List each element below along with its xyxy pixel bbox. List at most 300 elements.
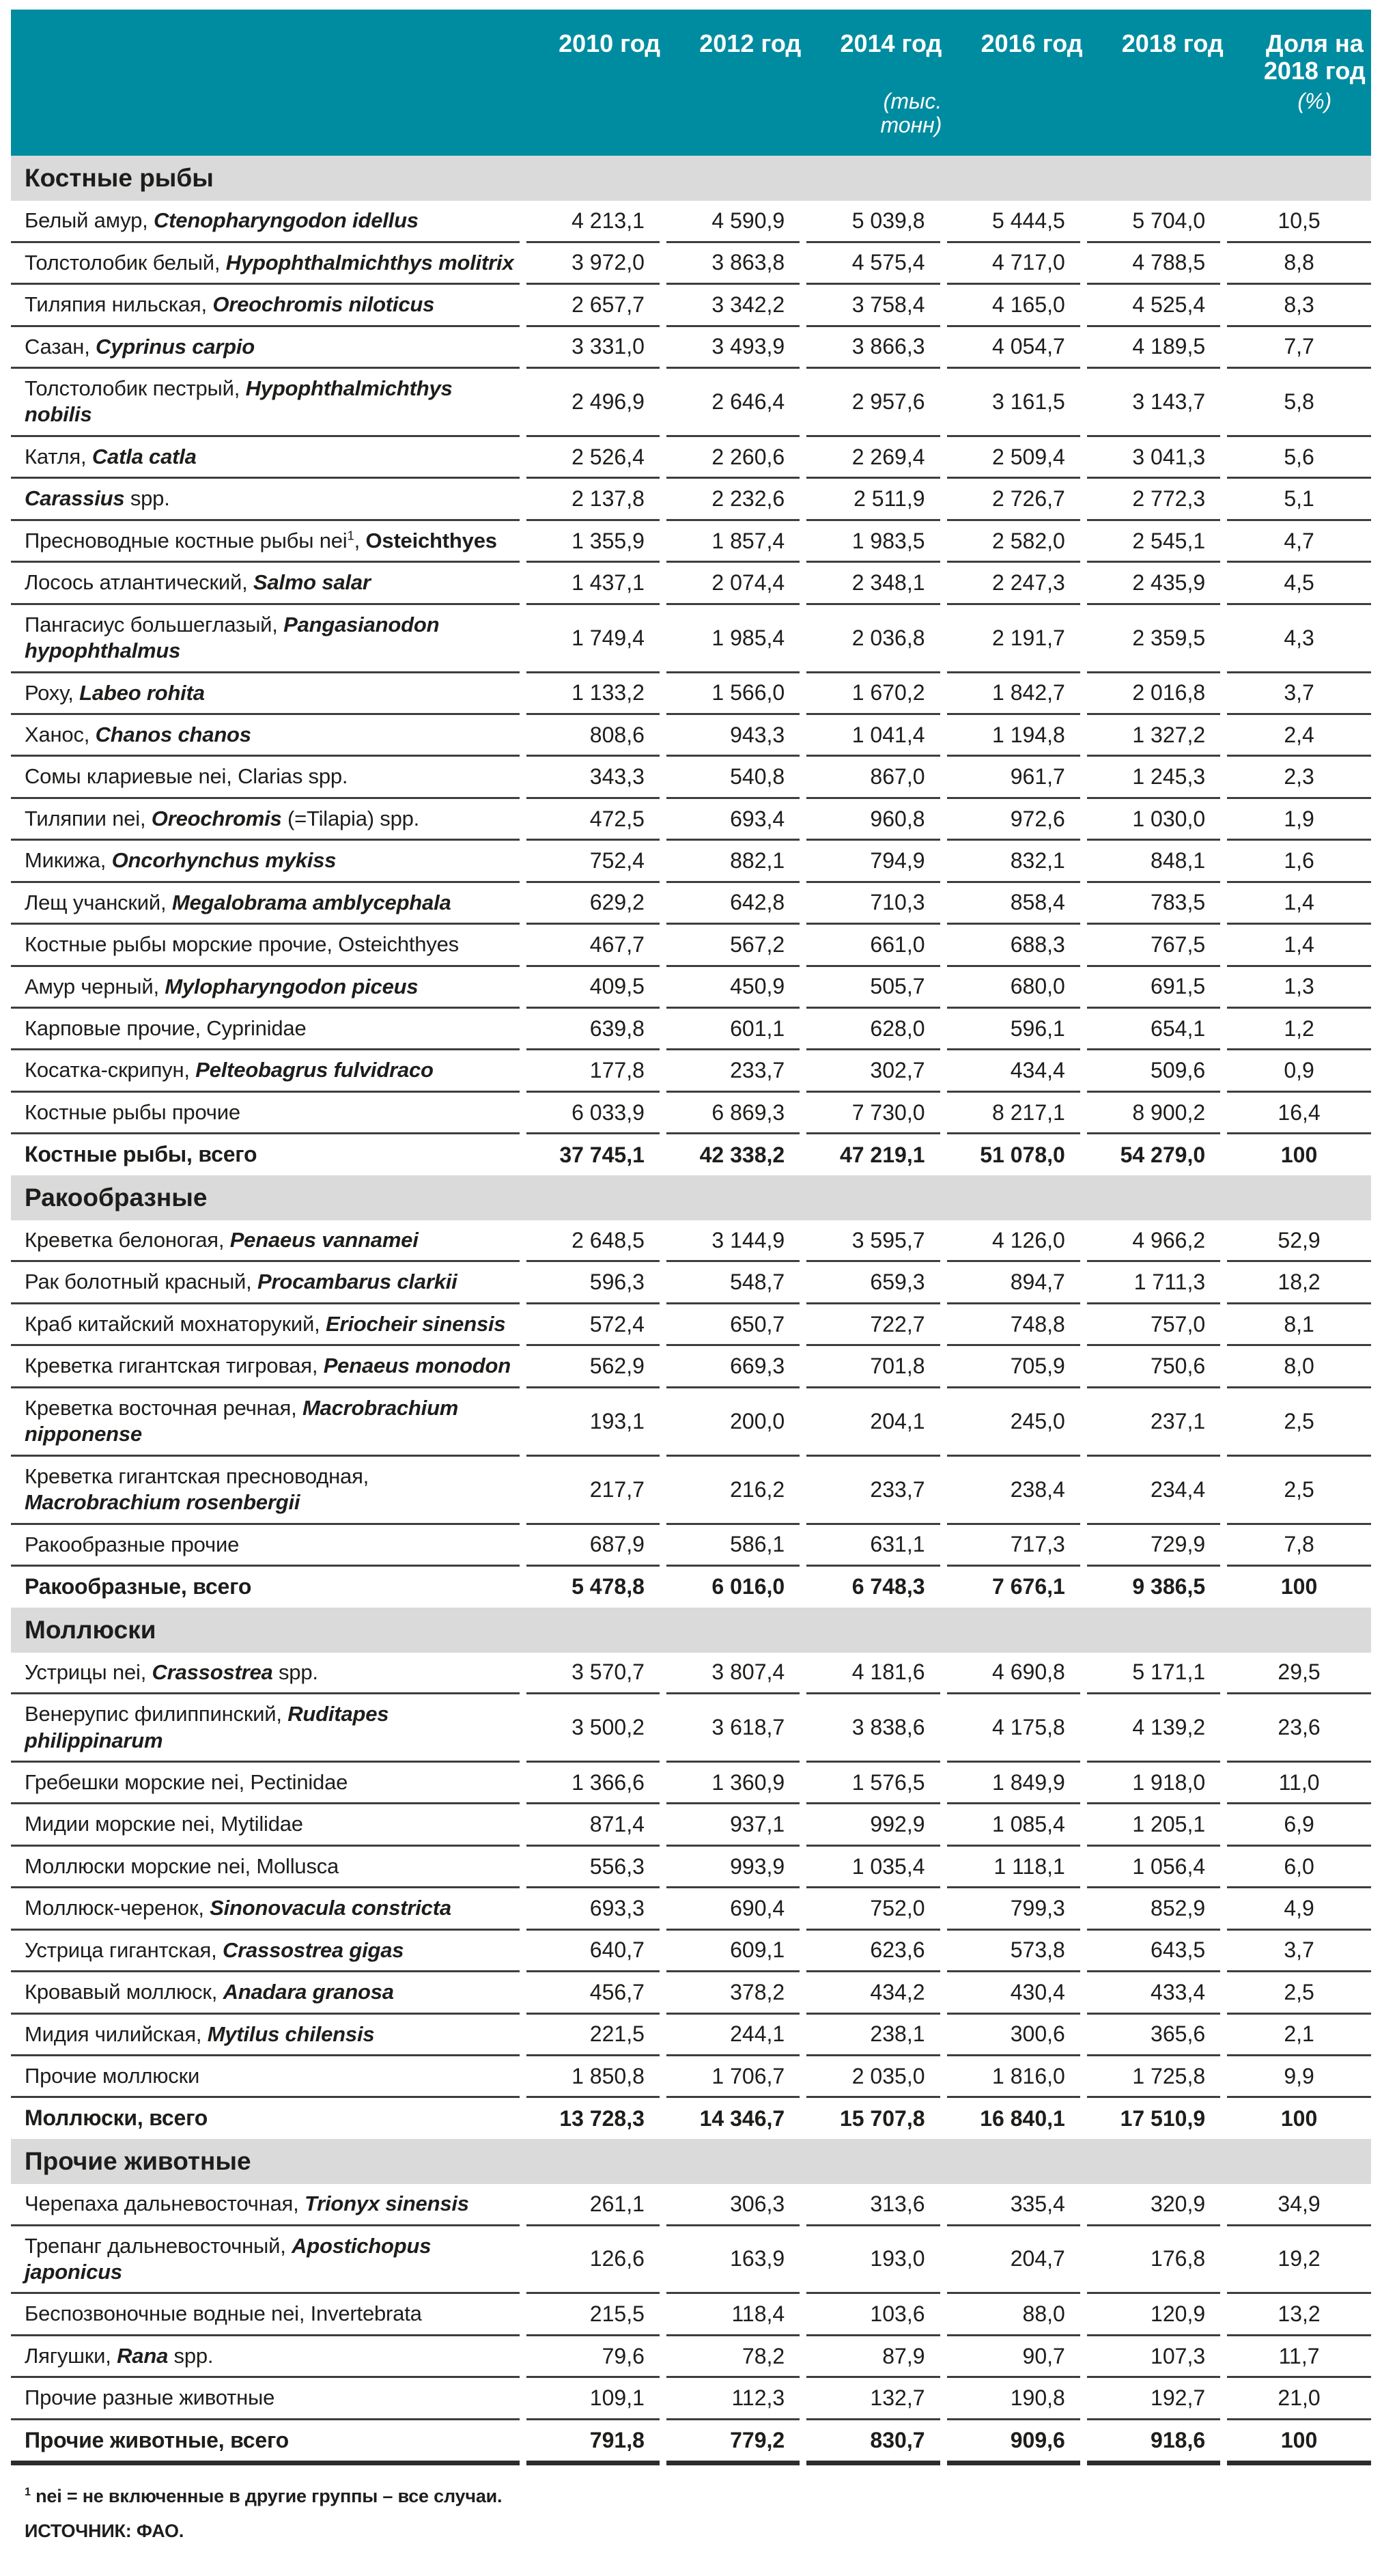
value-cell: 3 807,4	[666, 1653, 800, 1694]
value-cell: 832,1	[947, 841, 1080, 882]
unit-percent: (%)	[1297, 88, 1332, 113]
value-cell: 710,3	[806, 883, 940, 925]
value-cell: 300,6	[947, 2015, 1080, 2056]
total-value-cell: 909,6	[947, 2420, 1080, 2466]
table-row	[11, 1050, 1371, 1092]
table-row	[11, 605, 1371, 673]
share-cell: 2,5	[1227, 1457, 1371, 1525]
species-name-cell: Мидия чилийская, Mytilus chilensis	[11, 2015, 520, 2056]
value-cell: 2 191,7	[947, 605, 1080, 673]
share-cell: 1,6	[1227, 841, 1371, 882]
total-value-cell: 51 078,0	[980, 1142, 1065, 1167]
aquaculture-production-table	[4, 10, 1378, 2465]
share-cell: 18,2	[1227, 1262, 1371, 1304]
value-cell: 729,9	[1087, 1525, 1220, 1567]
value-cell: 1 085,4	[947, 1804, 1080, 1846]
value-cell: 1 566,0	[666, 673, 800, 715]
value-cell: 688,3	[947, 925, 1080, 966]
share-cell: 2,5	[1227, 1972, 1371, 2014]
value-cell: 960,8	[806, 799, 940, 841]
table-row	[11, 1262, 1371, 1304]
share-cell: 16,4	[1227, 1093, 1371, 1134]
table-row	[11, 673, 1371, 715]
table-row	[11, 1009, 1371, 1050]
total-row	[11, 1134, 1371, 1175]
value-cell: 306,3	[666, 2184, 800, 2226]
value-cell: 882,1	[666, 841, 800, 882]
share-cell: 4,5	[1227, 563, 1371, 604]
table-row	[11, 1694, 1371, 1763]
value-cell: 4 139,2	[1087, 1694, 1220, 1763]
value-cell: 669,3	[666, 1346, 800, 1388]
value-cell: 505,7	[806, 967, 940, 1009]
value-cell: 601,1	[666, 1009, 800, 1050]
value-cell: 4 054,7	[947, 327, 1080, 369]
value-cell: 717,3	[947, 1525, 1080, 1567]
share-cell: 2,3	[1227, 757, 1371, 798]
value-cell: 8 900,2	[1087, 1093, 1220, 1134]
value-cell: 126,6	[526, 2226, 660, 2295]
species-name-cell: Костные рыбы прочие	[11, 1093, 520, 1134]
total-value-cell: 5 478,8	[572, 1574, 645, 1599]
value-cell: 90,7	[947, 2336, 1080, 2378]
value-cell: 2 232,6	[666, 479, 800, 520]
species-name-cell: Черепаха дальневосточная, Trionyx sinensis	[11, 2184, 520, 2226]
year-header-row	[11, 10, 1371, 85]
value-cell: 365,6	[1087, 2015, 1220, 2056]
value-cell: 556,3	[526, 1847, 660, 1888]
value-cell: 3 041,3	[1087, 437, 1220, 479]
table-row	[11, 799, 1371, 841]
value-cell: 430,4	[947, 1972, 1080, 2014]
value-cell: 4 525,4	[1087, 285, 1220, 326]
value-cell: 434,2	[806, 1972, 940, 2014]
column-header-share: Доля на 2018 год	[1263, 29, 1366, 85]
value-cell: 5 444,5	[947, 201, 1080, 242]
table-row	[11, 883, 1371, 925]
value-cell: 642,8	[666, 883, 800, 925]
table-body	[11, 156, 1371, 2465]
value-cell: 434,4	[947, 1050, 1080, 1092]
value-cell: 1 327,2	[1087, 715, 1220, 757]
value-cell: 1 245,3	[1087, 757, 1220, 798]
value-cell: 693,4	[666, 799, 800, 841]
value-cell: 2 582,0	[947, 521, 1080, 563]
table-row	[11, 1888, 1371, 1930]
species-name-cell: Кровавый моллюск, Anadara granosa	[11, 1972, 520, 2014]
value-cell: 661,0	[806, 925, 940, 966]
value-cell: 4 966,2	[1087, 1220, 1220, 1262]
value-cell: 2 435,9	[1087, 563, 1220, 604]
share-cell: 1,4	[1227, 883, 1371, 925]
section-header-row	[11, 1175, 1371, 1220]
total-label: Ракообразные, всего	[25, 1573, 252, 1599]
section-title: Костные рыбы	[11, 156, 1371, 201]
value-cell: 233,7	[666, 1050, 800, 1092]
value-cell: 631,1	[806, 1525, 940, 1567]
value-cell: 1 118,1	[947, 1847, 1080, 1888]
species-name-cell: Моллюск-черенок, Sinonovacula constricta	[11, 1888, 520, 1930]
value-cell: 2 074,4	[666, 563, 800, 604]
species-name-cell: Краб китайский мохнаторукий, Eriocheir sinensis	[11, 1304, 520, 1346]
value-cell: 722,7	[806, 1304, 940, 1346]
value-cell: 628,0	[806, 1009, 940, 1050]
value-cell: 596,1	[947, 1009, 1080, 1050]
column-header-2018: 2018 год	[1121, 29, 1224, 57]
value-cell: 609,1	[666, 1931, 800, 1972]
value-cell: 237,1	[1087, 1388, 1220, 1457]
value-cell: 88,0	[947, 2294, 1080, 2336]
value-cell: 894,7	[947, 1262, 1080, 1304]
value-cell: 596,3	[526, 1262, 660, 1304]
section-title: Прочие животные	[11, 2139, 1371, 2184]
value-cell: 204,7	[947, 2226, 1080, 2295]
footnote-text: nei = не включенные в другие группы – все случаи.	[30, 2486, 503, 2507]
value-cell: 7 730,0	[806, 1093, 940, 1134]
total-row	[11, 2098, 1371, 2139]
value-cell: 3 866,3	[806, 327, 940, 369]
total-value-cell: 918,6	[1087, 2420, 1220, 2466]
value-cell: 192,7	[1087, 2378, 1220, 2420]
value-cell: 2 348,1	[806, 563, 940, 604]
value-cell: 87,9	[806, 2336, 940, 2378]
value-cell: 808,6	[526, 715, 660, 757]
value-cell: 852,9	[1087, 1888, 1220, 1930]
table-row	[11, 2015, 1371, 2056]
table-row	[11, 327, 1371, 369]
value-cell: 409,5	[526, 967, 660, 1009]
table-row	[11, 841, 1371, 882]
total-label: Костные рыбы, всего	[25, 1142, 257, 1167]
value-cell: 2 269,4	[806, 437, 940, 479]
share-cell: 11,0	[1227, 1763, 1371, 1804]
value-cell: 794,9	[806, 841, 940, 882]
table-row	[11, 2226, 1371, 2295]
total-share-cell: 100	[1280, 2105, 1318, 2131]
table-row	[11, 1525, 1371, 1567]
value-cell: 335,4	[947, 2184, 1080, 2226]
total-value-cell: 13 728,3	[559, 2105, 645, 2131]
value-cell: 2 545,1	[1087, 521, 1220, 563]
table-row	[11, 563, 1371, 604]
species-name-cell: Устрица гигантская, Crassostrea gigas	[11, 1931, 520, 1972]
value-cell: 659,3	[806, 1262, 940, 1304]
species-name-cell: Венерупис филиппинский, Ruditapes philippinarum	[11, 1694, 520, 1763]
value-cell: 3 758,4	[806, 285, 940, 326]
value-cell: 2 726,7	[947, 479, 1080, 520]
value-cell: 467,7	[526, 925, 660, 966]
table-row	[11, 1653, 1371, 1694]
value-cell: 1 133,2	[526, 673, 660, 715]
table-row	[11, 285, 1371, 326]
share-cell: 3,7	[1227, 1931, 1371, 1972]
species-name-cell: Сазан, Cyprinus carpio	[11, 327, 520, 369]
species-name-cell: Креветка белоногая, Penaeus vannamei	[11, 1220, 520, 1262]
column-header-2010: 2010 год	[559, 29, 661, 57]
value-cell: 562,9	[526, 1346, 660, 1388]
value-cell: 1 366,6	[526, 1763, 660, 1804]
footnote-nei	[25, 2486, 1378, 2507]
share-cell: 5,8	[1227, 369, 1371, 437]
share-cell: 34,9	[1227, 2184, 1371, 2226]
species-name-cell: Сомы клариевые nei, Clarias spp.	[11, 757, 520, 798]
value-cell: 2 509,4	[947, 437, 1080, 479]
species-name-cell: Carassius spp.	[11, 479, 520, 520]
value-cell: 687,9	[526, 1525, 660, 1567]
table-row	[11, 1457, 1371, 1525]
value-cell: 643,5	[1087, 1931, 1220, 1972]
species-name-cell: Пангасиус большеглазый, Pangasianodon hypophthalmus	[11, 605, 520, 673]
total-value-cell: 7 676,1	[992, 1574, 1065, 1599]
species-name-cell: Прочие моллюски	[11, 2056, 520, 2098]
total-row	[11, 2420, 1371, 2466]
value-cell: 238,1	[806, 2015, 940, 2056]
value-cell: 752,4	[526, 841, 660, 882]
source-note: ИСТОЧНИК: ФАО.	[25, 2521, 184, 2542]
value-cell: 1 194,8	[947, 715, 1080, 757]
value-cell: 1 576,5	[806, 1763, 940, 1804]
value-cell: 2 260,6	[666, 437, 800, 479]
table-row	[11, 1931, 1371, 1972]
column-header-2012: 2012 год	[699, 29, 802, 57]
total-value-cell: 54 279,0	[1120, 1142, 1206, 1167]
table-row	[11, 2378, 1371, 2420]
value-cell: 320,9	[1087, 2184, 1220, 2226]
share-cell: 19,2	[1227, 2226, 1371, 2295]
total-value-cell: 830,7	[806, 2420, 940, 2466]
value-cell: 2 957,6	[806, 369, 940, 437]
value-cell: 1 749,4	[526, 605, 660, 673]
value-cell: 680,0	[947, 967, 1080, 1009]
share-cell: 8,8	[1227, 243, 1371, 285]
value-cell: 233,7	[806, 1457, 940, 1525]
value-cell: 567,2	[666, 925, 800, 966]
value-cell: 3 342,2	[666, 285, 800, 326]
share-cell: 8,0	[1227, 1346, 1371, 1388]
species-name-cell: Устрицы nei, Crassostrea spp.	[11, 1653, 520, 1694]
value-cell: 5 171,1	[1087, 1653, 1220, 1694]
total-value-cell: 15 707,8	[839, 2105, 925, 2131]
value-cell: 1 918,0	[1087, 1763, 1220, 1804]
value-cell: 456,7	[526, 1972, 660, 2014]
value-cell: 548,7	[666, 1262, 800, 1304]
value-cell: 120,9	[1087, 2294, 1220, 2336]
value-cell: 572,4	[526, 1304, 660, 1346]
value-cell: 1 850,8	[526, 2056, 660, 2098]
value-cell: 1 035,4	[806, 1847, 940, 1888]
value-cell: 3 570,7	[526, 1653, 660, 1694]
share-cell: 21,0	[1227, 2378, 1371, 2420]
value-cell: 2 036,8	[806, 605, 940, 673]
share-cell: 23,6	[1227, 1694, 1371, 1763]
share-cell: 4,7	[1227, 521, 1371, 563]
value-cell: 1 205,1	[1087, 1804, 1220, 1846]
value-cell: 112,3	[666, 2378, 800, 2420]
value-cell: 3 972,0	[526, 243, 660, 285]
table-row	[11, 1304, 1371, 1346]
species-name-cell: Катля, Catla catla	[11, 437, 520, 479]
value-cell: 3 618,7	[666, 1694, 800, 1763]
species-name-cell: Тиляпии nei, Oreochromis (=Tilapia) spp.	[11, 799, 520, 841]
section-header-row	[11, 2139, 1371, 2184]
value-cell: 4 788,5	[1087, 243, 1220, 285]
value-cell: 2 016,8	[1087, 673, 1220, 715]
value-cell: 1 725,8	[1087, 2056, 1220, 2098]
species-name-cell: Косатка-скрипун, Pelteobagrus fulvidraco	[11, 1050, 520, 1092]
value-cell: 433,4	[1087, 1972, 1220, 2014]
value-cell: 109,1	[526, 2378, 660, 2420]
table-row	[11, 1972, 1371, 2014]
share-cell: 5,6	[1227, 437, 1371, 479]
value-cell: 858,4	[947, 883, 1080, 925]
value-cell: 4 189,5	[1087, 327, 1220, 369]
share-cell: 9,9	[1227, 2056, 1371, 2098]
value-cell: 118,4	[666, 2294, 800, 2336]
value-cell: 1 056,4	[1087, 1847, 1220, 1888]
value-cell: 8 217,1	[947, 1093, 1080, 1134]
value-cell: 623,6	[806, 1931, 940, 1972]
value-cell: 799,3	[947, 1888, 1080, 1930]
value-cell: 2 496,9	[526, 369, 660, 437]
value-cell: 993,9	[666, 1847, 800, 1888]
value-cell: 3 493,9	[666, 327, 800, 369]
value-cell: 193,0	[806, 2226, 940, 2295]
value-cell: 650,7	[666, 1304, 800, 1346]
species-name-cell: Беспозвоночные водные nei, Invertebrata	[11, 2294, 520, 2336]
value-cell: 5 039,8	[806, 201, 940, 242]
value-cell: 200,0	[666, 1388, 800, 1457]
column-header-2016: 2016 год	[981, 29, 1083, 57]
table-row	[11, 715, 1371, 757]
value-cell: 221,5	[526, 2015, 660, 2056]
value-cell: 3 143,7	[1087, 369, 1220, 437]
value-cell: 4 690,8	[947, 1653, 1080, 1694]
section-title: Моллюски	[11, 1608, 1371, 1653]
value-cell: 1 041,4	[806, 715, 940, 757]
share-cell: 5,1	[1227, 479, 1371, 520]
value-cell: 4 213,1	[526, 201, 660, 242]
value-cell: 3 838,6	[806, 1694, 940, 1763]
value-cell: 450,9	[666, 967, 800, 1009]
share-cell: 10,5	[1227, 201, 1371, 242]
share-cell: 4,9	[1227, 1888, 1371, 1930]
value-cell: 2 648,5	[526, 1220, 660, 1262]
species-name-cell: Белый амур, Ctenopharyngodon idellus	[11, 201, 520, 242]
share-cell: 29,5	[1227, 1653, 1371, 1694]
value-cell: 871,4	[526, 1804, 660, 1846]
table-row	[11, 967, 1371, 1009]
value-cell: 2 772,3	[1087, 479, 1220, 520]
share-cell: 0,9	[1227, 1050, 1371, 1092]
value-cell: 4 575,4	[806, 243, 940, 285]
value-cell: 1 706,7	[666, 2056, 800, 2098]
value-cell: 3 331,0	[526, 327, 660, 369]
value-cell: 107,3	[1087, 2336, 1220, 2378]
value-cell: 752,0	[806, 1888, 940, 1930]
value-cell: 1 985,4	[666, 605, 800, 673]
value-cell: 691,5	[1087, 967, 1220, 1009]
value-cell: 937,1	[666, 1804, 800, 1846]
table-row	[11, 1093, 1371, 1134]
value-cell: 234,4	[1087, 1457, 1220, 1525]
table-row	[11, 925, 1371, 966]
species-name-cell: Роху, Labeo rohita	[11, 673, 520, 715]
value-cell: 245,0	[947, 1388, 1080, 1457]
table-header-band	[11, 10, 1371, 156]
value-cell: 4 181,6	[806, 1653, 940, 1694]
value-cell: 586,1	[666, 1525, 800, 1567]
species-name-cell: Лягушки, Rana spp.	[11, 2336, 520, 2378]
share-cell: 1,3	[1227, 967, 1371, 1009]
value-cell: 6 869,3	[666, 1093, 800, 1134]
value-cell: 961,7	[947, 757, 1080, 798]
value-cell: 705,9	[947, 1346, 1080, 1388]
total-value-cell: 47 219,1	[839, 1142, 925, 1167]
value-cell: 1 360,9	[666, 1763, 800, 1804]
value-cell: 1 437,1	[526, 563, 660, 604]
species-name-cell: Лосось атлантический, Salmo salar	[11, 563, 520, 604]
value-cell: 1 816,0	[947, 2056, 1080, 2098]
value-cell: 313,6	[806, 2184, 940, 2226]
value-cell: 573,8	[947, 1931, 1080, 1972]
table-row	[11, 479, 1371, 520]
species-name-cell: Толстолобик пестрый, Hypophthalmichthys nobilis	[11, 369, 520, 437]
share-cell: 1,4	[1227, 925, 1371, 966]
column-header-2014: 2014 год	[840, 29, 942, 57]
species-name-cell: Моллюски морские nei, Mollusca	[11, 1847, 520, 1888]
total-share-cell: 100	[1227, 2420, 1371, 2466]
value-cell: 190,8	[947, 2378, 1080, 2420]
value-cell: 992,9	[806, 1804, 940, 1846]
value-cell: 1 849,9	[947, 1763, 1080, 1804]
species-name-cell: Гребешки морские nei, Pectinidae	[11, 1763, 520, 1804]
value-cell: 639,8	[526, 1009, 660, 1050]
value-cell: 972,6	[947, 799, 1080, 841]
value-cell: 78,2	[666, 2336, 800, 2378]
value-cell: 783,5	[1087, 883, 1220, 925]
share-cell: 13,2	[1227, 2294, 1371, 2336]
species-name-cell: Амур черный, Mylopharyngodon piceus	[11, 967, 520, 1009]
total-value-cell: 779,2	[666, 2420, 800, 2466]
value-cell: 693,3	[526, 1888, 660, 1930]
total-value-cell: 14 346,7	[699, 2105, 785, 2131]
footnotes	[25, 2486, 1378, 2542]
value-cell: 767,5	[1087, 925, 1220, 966]
total-value-cell: 791,8	[526, 2420, 660, 2466]
share-cell: 2,1	[1227, 2015, 1371, 2056]
value-cell: 509,6	[1087, 1050, 1220, 1092]
total-value-cell: 42 338,2	[699, 1142, 785, 1167]
value-cell: 4 590,9	[666, 201, 800, 242]
table-row	[11, 2184, 1371, 2226]
value-cell: 1 670,2	[806, 673, 940, 715]
section-header-row	[11, 156, 1371, 201]
value-cell: 943,3	[666, 715, 800, 757]
total-value-cell: 37 745,1	[559, 1142, 645, 1167]
species-name-cell: Креветка гигантская пресноводная, Macrobrachium rosenbergii	[11, 1457, 520, 1525]
value-cell: 132,7	[806, 2378, 940, 2420]
section-header-row	[11, 1608, 1371, 1653]
table-row	[11, 1847, 1371, 1888]
total-row	[11, 1567, 1371, 1608]
table-row	[11, 437, 1371, 479]
share-cell: 1,9	[1227, 799, 1371, 841]
value-cell: 748,8	[947, 1304, 1080, 1346]
value-cell: 5 704,0	[1087, 201, 1220, 242]
value-cell: 378,2	[666, 1972, 800, 2014]
share-cell: 52,9	[1227, 1220, 1371, 1262]
value-cell: 204,1	[806, 1388, 940, 1457]
